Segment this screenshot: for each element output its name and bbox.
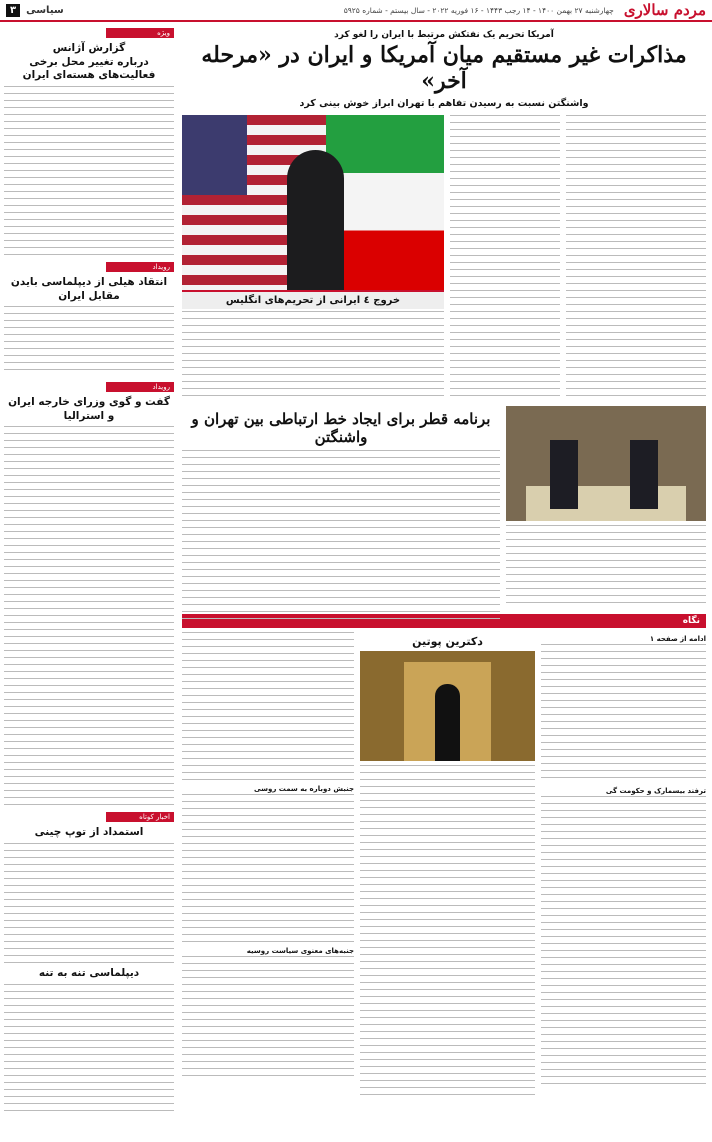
second-text-col bbox=[182, 406, 500, 606]
opinion-subhead: جنبه‌های معنوی سیاست روسیه bbox=[246, 946, 354, 955]
opinion-col bbox=[182, 632, 354, 1102]
side-label: ویژه bbox=[106, 28, 174, 38]
side-column bbox=[4, 28, 174, 1138]
side-label: رویداد bbox=[106, 262, 174, 272]
side-text bbox=[4, 843, 174, 963]
side-title: انتقاد هیلی از دیپلماسی بایدن مقابل ایران bbox=[10, 275, 168, 302]
side-text bbox=[4, 426, 174, 806]
lead-story bbox=[182, 115, 706, 400]
opinion-col bbox=[360, 632, 535, 1102]
subheadline: واشنگتن نسبت به رسیدن تفاهم با تهران ابراز خوش بینی کرد bbox=[299, 97, 589, 109]
side-text bbox=[4, 86, 174, 256]
lead-photo-area bbox=[182, 115, 444, 400]
second-photo-col bbox=[506, 406, 706, 606]
side-article bbox=[4, 812, 174, 1113]
masthead bbox=[0, 0, 712, 22]
dateline: چهارشنبه ۲۷ بهمن ۱۴۰۰ - ۱۴ رجب ۱۴۴۳ - ۱۶ فوریه ۲۰۲۲ - سال بیستم - شماره ۵۹۲۵ bbox=[343, 5, 614, 15]
side-article bbox=[4, 28, 174, 256]
kicker: آمریکا تحریم یک نفتکش مرتبط با ایران را لغو کرد bbox=[334, 30, 554, 40]
side-label: اخبار کوتاه bbox=[106, 812, 174, 822]
side-article bbox=[4, 262, 174, 376]
section2-headline: برنامه قطر برای ایجاد خط ارتباطی بین تهران و واشنگتن bbox=[191, 409, 491, 446]
side-title: گزارش آژانس درباره تغییر محل برخی فعالیت‌های هسته‌ای ایران bbox=[22, 42, 156, 82]
opinion-col bbox=[541, 632, 706, 1102]
opinion-title: دکترین پوتین bbox=[412, 634, 483, 648]
side-title: گفت و گوی وزرای خارجه ایران و استرالیا bbox=[8, 396, 170, 422]
opinion-section bbox=[182, 614, 706, 1102]
side-article bbox=[4, 382, 174, 806]
side-title: استمداد از توپ چینی bbox=[34, 826, 144, 839]
page-number: ۳ bbox=[6, 4, 20, 17]
newspaper-logo: مردم سالاری bbox=[623, 1, 706, 19]
side-text bbox=[4, 984, 174, 1114]
meeting-photo bbox=[506, 406, 706, 521]
section-label: سیاسی bbox=[26, 4, 64, 16]
lead-text-col bbox=[566, 115, 706, 400]
flags-photo bbox=[182, 115, 444, 290]
main-column bbox=[182, 28, 706, 1138]
sidebar-box-title: خروج ٤ ایرانی از تحریم‌های انگلیس bbox=[182, 290, 444, 309]
side-text bbox=[4, 306, 174, 376]
opinion-subhead: جنبش دوباره به سمت روسی bbox=[254, 784, 354, 793]
putin-photo bbox=[360, 651, 535, 761]
side-title: دیپلماسی تنه به تنه bbox=[38, 967, 140, 980]
opinion-subhead: ترفند بیسمارک و حکومت گی bbox=[605, 786, 706, 795]
opinion-label: نگاه bbox=[182, 614, 706, 628]
second-story bbox=[182, 406, 706, 606]
lead-text-col bbox=[450, 115, 560, 400]
continued-label: ادامه از صفحه ۱ bbox=[649, 634, 706, 643]
page-info bbox=[6, 4, 64, 17]
main-headline: مذاکرات غیر مستقیم میان آمریکا و ایران در «مرحله آخر» bbox=[201, 42, 687, 95]
side-label: رویداد bbox=[106, 382, 174, 392]
